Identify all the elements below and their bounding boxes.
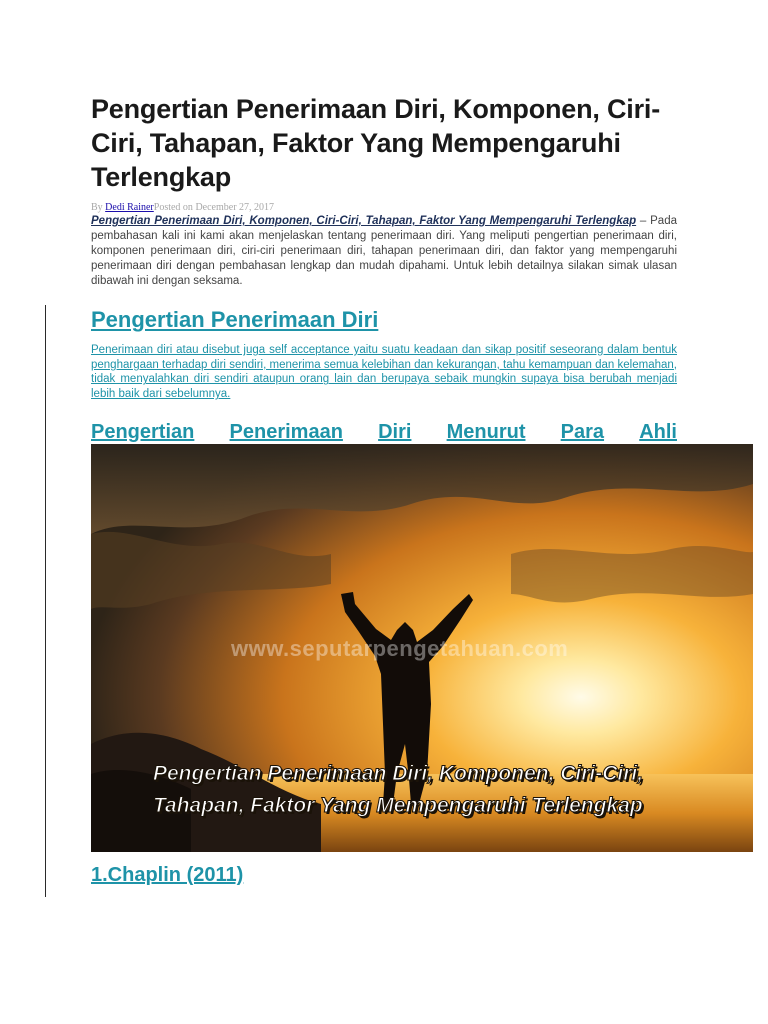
image-watermark: www.seputarpengetahuan.com: [231, 636, 569, 661]
image-caption-line-2: Tahapan, Faktor Yang Mempengaruhi Terlengkap: [153, 794, 643, 817]
subsection-heading-chaplin[interactable]: 1.Chaplin (2011): [91, 864, 244, 886]
intro-paragraph: [91, 214, 677, 289]
posted-label: Posted on: [153, 202, 196, 213]
author-link[interactable]: Dedi Rainer: [105, 202, 154, 213]
hero-image: [91, 444, 753, 852]
heading-word: Diri: [378, 421, 412, 443]
intro-title-link[interactable]: Pengertian Penerimaan Diri, Komponen, Ciri-Ciri, Tahapan, Faktor Yang Mempengaruhi Terlengkap: [91, 215, 637, 227]
heading-word: Menurut: [446, 421, 526, 443]
heading-word: Penerimaan: [229, 421, 343, 443]
left-margin-rule: [45, 305, 46, 897]
image-caption-line-1: Pengertian Penerimaan Diri, Komponen, Ciri-Ciri,: [153, 762, 644, 785]
definition-paragraph[interactable]: Penerimaan diri atau disebut juga self acceptance yaitu suatu keadaan dan sikap positif seseorang dalam bentuk penghargaan terhadap diri sendiri, menerima semua kelebihan dan kekurangan, tahu kemampuan dan kelemahan, tidak menyalahkan diri sendiri ataupun orang lain dan berupaya sebaik mungkin supaya bisa berubah menjadi lebih baik dari sebelumnya.: [91, 344, 677, 401]
article-title: Pengertian Penerimaan Diri, Komponen, Ciri-Ciri, Tahapan, Faktor Yang Mempengaruhi Terlengkap: [91, 94, 661, 192]
intro-body: – Pada pembahasan kali ini kami akan menjelaskan tentang penerimaan diri. Yang meliputi pengertian penerimaan diri, komponen penerimaan diri, ciri-ciri penerimaan diri, tahapan penerimaan diri, dan faktor yang mempengaruhi penerimaan diri dengan pembahasan lengkap dan mudah dipahami. Untuk lebih detailnya silakan simak ulasan dibawah ini dengan seksama.: [91, 215, 677, 287]
by-label: By: [91, 202, 106, 213]
post-date: December 27, 2017: [195, 202, 275, 213]
heading-word: Para: [560, 421, 605, 443]
article-meta: [91, 202, 677, 213]
heading-word: Ahli: [639, 421, 677, 443]
heading-word: Pengertian: [91, 421, 195, 443]
section-heading-pengertian[interactable]: Pengertian Penerimaan Diri: [91, 307, 379, 332]
section-heading-menurut-ahli[interactable]: [91, 417, 677, 447]
